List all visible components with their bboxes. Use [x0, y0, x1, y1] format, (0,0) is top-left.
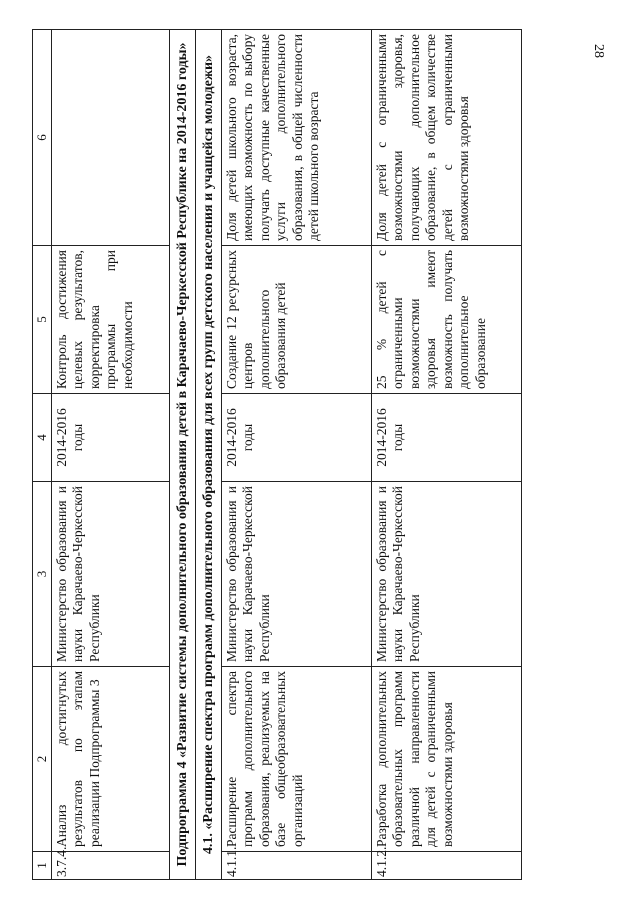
- row-period: 2014-2016 годы: [51, 394, 169, 482]
- subprogram-row: [169, 30, 195, 880]
- row-expected-result: 25 % детей с ограниченными возможностями здоровья имеют возможность получать дополнительное образование: [372, 246, 522, 394]
- column-number: 4: [33, 394, 52, 482]
- column-number-row: [33, 30, 52, 880]
- task-title: 4.1. «Расширение спектра программ дополнительного образования для всех групп детского населения и учащейся молодежи»: [195, 30, 221, 880]
- column-number: 2: [33, 667, 52, 852]
- task-row: [195, 30, 221, 880]
- row-executor: Министерство образования и науки Карачаево-Черкесской Республики: [222, 482, 372, 667]
- row-measure-name: Расширение спектра программ дополнительного образования, реализуемых на базе общеобразовательных организаций: [222, 667, 372, 852]
- row-code: 3.7.4.: [51, 852, 169, 880]
- column-number: 1: [33, 852, 52, 880]
- row-expected-result: Создание 12 ресурсных центров дополнительного образования детей: [222, 246, 372, 394]
- row-code: 4.1.1.: [222, 852, 372, 880]
- table-row: [372, 30, 522, 880]
- row-measure-name: Разработка дополнительных образовательных программ различной направленности для детей с ограниченными возможностями здоровья: [372, 667, 522, 852]
- column-number: 6: [33, 30, 52, 246]
- table-row: [51, 30, 169, 880]
- column-number: 3: [33, 482, 52, 667]
- row-indicator: Доля детей школьного возраста, имеющих возможность по выбору получать доступные качественные услуги дополнительного образования, в общей численности детей школьного возраста: [222, 30, 372, 246]
- row-executor: Министерство образования и науки Карачаево-Черкесской Республики: [51, 482, 169, 667]
- row-indicator: [51, 30, 169, 246]
- column-number: 5: [33, 246, 52, 394]
- row-measure-name: Анализ достигнутых результатов по этапам реализации Подпрограммы 3: [51, 667, 169, 852]
- rotated-page: [32, 30, 592, 880]
- row-code: 4.1.2.: [372, 852, 522, 880]
- row-expected-result: Контроль достижения целевых результатов, корректировка программы при необходимости: [51, 246, 169, 394]
- measures-table: [32, 29, 522, 880]
- row-executor: Министерство образования и науки Карачаево-Черкесской Республики: [372, 482, 522, 667]
- page-number: 28: [591, 44, 606, 58]
- row-period: 2014-2016 годы: [372, 394, 522, 482]
- row-period: 2014-2016 годы: [222, 394, 372, 482]
- table-row: [222, 30, 372, 880]
- subprogram-title: Подпрограмма 4 «Развитие системы дополнительного образования детей в Карачаево-Черкесской Республике на 2014-2016 годы»: [169, 30, 195, 880]
- row-indicator: Доля детей с ограниченными возможностями здоровья, получающих дополнительное образование, в общем количестве детей с ограниченными возможностями здоровья: [372, 30, 522, 246]
